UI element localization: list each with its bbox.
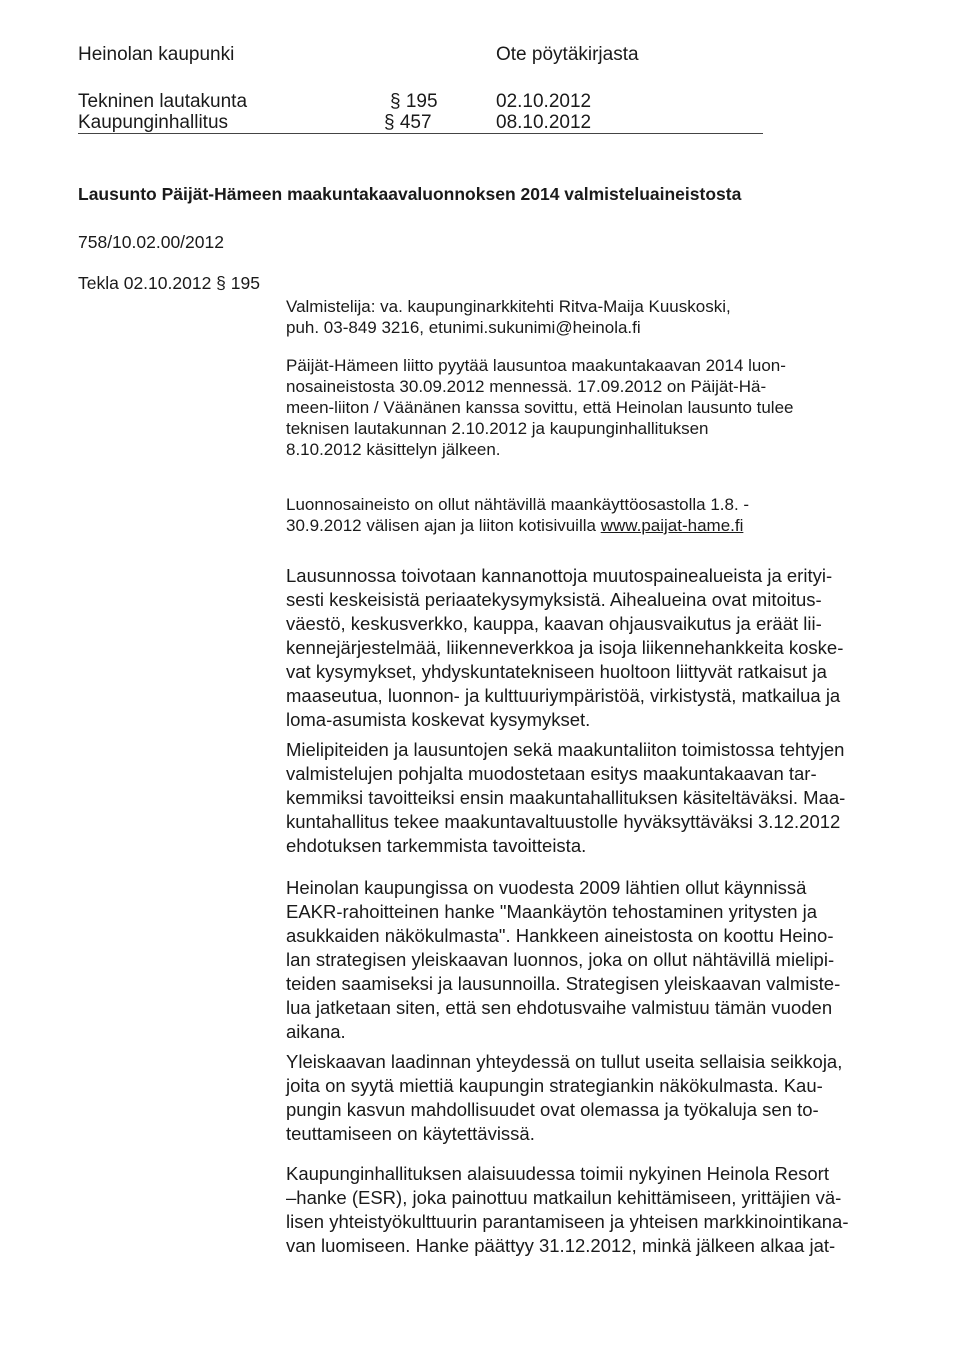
- text-line: lan strategisen yleiskaavan luonnos, joka on ollut nähtävillä mielipi-: [286, 949, 835, 970]
- text-line: EAKR-rahoitteinen hanke "Maankäytön tehostaminen yritysten ja: [286, 901, 818, 922]
- paragraph-project: [286, 876, 886, 1044]
- header-rule: [78, 133, 763, 134]
- text-line: vat kysymykset, yhdyskuntatekniseen huoltoon liittyvät ratkaisut ja: [286, 661, 827, 682]
- text-line: lua jatketaan siten, että sen ehdotusvaihe valmistuu tämän vuoden: [286, 997, 833, 1018]
- document-title: Lausunto Päijät-Hämeen maakuntakaavaluonnoksen 2014 valmisteluaineistosta: [78, 184, 742, 204]
- text-line: Kaupunginhallituksen alaisuudessa toimii nykyinen Heinola Resort: [286, 1163, 829, 1184]
- meeting-date-2: 08.10.2012: [496, 112, 592, 133]
- website-link[interactable]: www.paijat-hame.fi: [600, 516, 744, 535]
- preparer-block: [286, 296, 731, 338]
- text-line: meen-liiton / Väänänen kanssa sovittu, että Heinolan lausunto tulee: [286, 398, 794, 417]
- text-line: Lausunnossa toivotaan kannanottoja muutospainealueista ja erityi-: [286, 565, 833, 586]
- preparer-line: puh. 03-849 3216, etunimi.sukunimi@heinola.fi: [286, 318, 641, 337]
- section-number-2: § 457: [384, 112, 432, 133]
- body-name-2: Kaupunginhallitus: [78, 112, 229, 133]
- text-line: 8.10.2012 käsittelyn jälkeen.: [286, 440, 501, 459]
- text-line: sesti keskeisistä periaatekysymyksistä. Aihealueina ovat mitoitus-: [286, 589, 822, 610]
- meeting-date-1: 02.10.2012: [496, 91, 592, 112]
- text-line: aikana.: [286, 1021, 346, 1042]
- text-line: Luonnosaineisto on ollut nähtävillä maankäyttöosastolla 1.8. -: [286, 495, 750, 514]
- paragraph-topics: [286, 564, 886, 732]
- paragraph-resort: [286, 1162, 886, 1258]
- text-line: asukkaiden näkökulmasta". Hankkeen aineistosta on koottu Heino-: [286, 925, 834, 946]
- paragraph-availability: [286, 494, 749, 536]
- paragraph-request: [286, 355, 794, 460]
- text-line: teiden saamiseksi ja lausunnoilla. Strategisen yleiskaavan valmiste-: [286, 973, 841, 994]
- text-line: Mielipiteiden ja lausuntojen sekä maakuntaliiton toimistossa tehtyjen: [286, 739, 845, 760]
- paragraph-process: [286, 738, 886, 858]
- record-number: 758/10.02.00/2012: [78, 232, 224, 252]
- text-line: nosaineistosta 30.09.2012 mennessä. 17.09.2012 on Päijät-Hä-: [286, 377, 767, 396]
- text-line: van luomiseen. Hanke päättyy 31.12.2012, minkä jälkeen alkaa jat-: [286, 1235, 836, 1256]
- paragraph-strategy: [286, 1050, 886, 1146]
- text-line: [286, 515, 749, 536]
- text-line: kennejärjestelmää, liikenneverkkoa ja isoja liikennehankkeita koske-: [286, 637, 844, 658]
- text-span: 30.9.2012 välisen ajan ja liiton kotisivuilla: [286, 516, 601, 535]
- document-type: Ote pöytäkirjasta: [496, 44, 639, 65]
- text-line: kuntahallitus tekee maakuntavaltuustolle hyväksyttäväksi 3.12.2012: [286, 811, 841, 832]
- text-line: –hanke (ESR), joka painottuu matkailun kehittämiseen, yrittäjien vä-: [286, 1187, 842, 1208]
- text-line: Heinolan kaupungissa on vuodesta 2009 lähtien ollut käynnissä: [286, 877, 807, 898]
- section-number-1: § 195: [390, 91, 438, 112]
- text-line: lisen yhteistyökulttuurin parantamiseen ja yhteisen markkinointikana-: [286, 1211, 849, 1232]
- text-line: maaseutua, luonnon- ja kulttuuriympäristöä, virkistystä, matkailua ja: [286, 685, 841, 706]
- text-line: väestö, keskusverkko, kauppa, kaavan ohjausvaikutus ja eräät lii-: [286, 613, 822, 634]
- tekla-reference: Tekla 02.10.2012 § 195: [78, 273, 260, 293]
- text-line: valmistelujen pohjalta muodostetaan esitys maakuntakaavan tar-: [286, 763, 817, 784]
- text-line: teknisen lautakunnan 2.10.2012 ja kaupunginhallituksen: [286, 419, 709, 438]
- text-line: joita on syytä miettiä kaupungin strategiankin näkökulmasta. Kau-: [286, 1075, 823, 1096]
- text-line: kemmiksi tavoitteiksi ensin maakuntahallituksen käsiteltäväksi. Maa-: [286, 787, 846, 808]
- text-line: Päijät-Hämeen liitto pyytää lausuntoa maakuntakaavan 2014 luon-: [286, 356, 786, 375]
- body-name-1: Tekninen lautakunta: [78, 91, 248, 112]
- text-line: loma-asumista koskevat kysymykset.: [286, 709, 591, 730]
- text-line: pungin kasvun mahdollisuudet ovat olemassa ja työkaluja sen to-: [286, 1099, 819, 1120]
- organization-name: Heinolan kaupunki: [78, 44, 235, 65]
- preparer-line: Valmistelija: va. kaupunginarkkitehti Ritva-Maija Kuuskoski,: [286, 297, 731, 316]
- text-line: Yleiskaavan laadinnan yhteydessä on tullut useita sellaisia seikkoja,: [286, 1051, 843, 1072]
- text-line: ehdotuksen tarkemmista tavoitteista.: [286, 835, 587, 856]
- text-line: teuttamiseen on käytettävissä.: [286, 1123, 535, 1144]
